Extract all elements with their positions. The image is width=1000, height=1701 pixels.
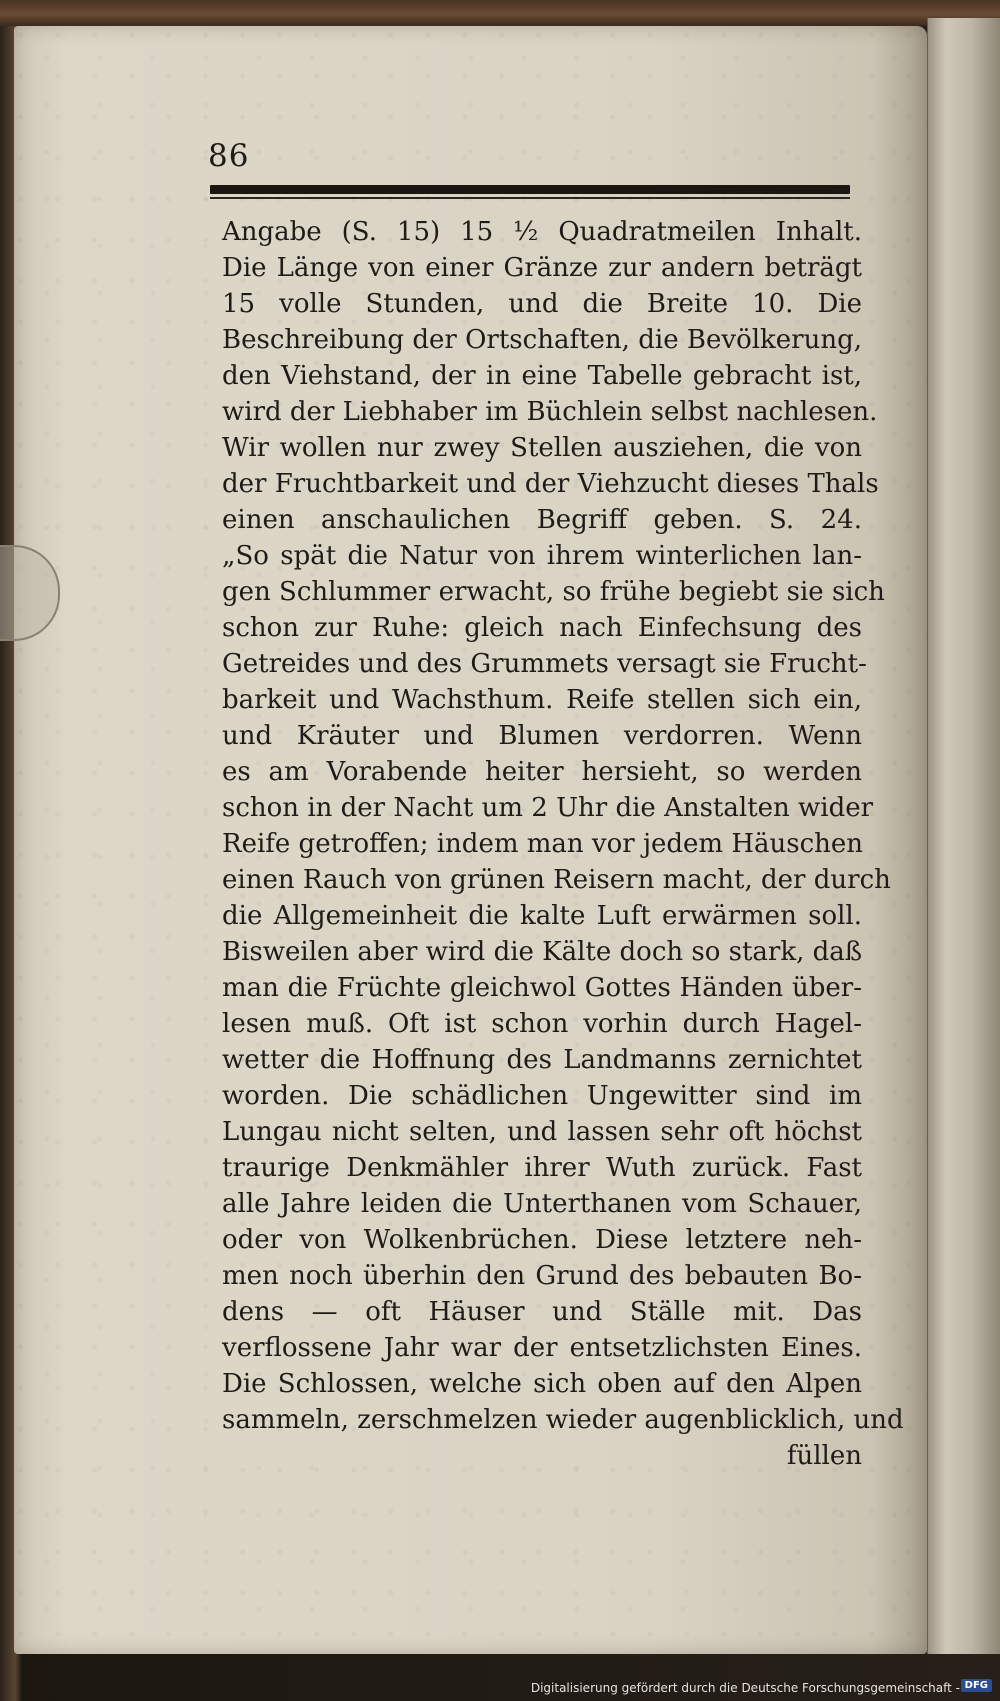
text-line: den Viehstand, der in eine Tabelle gebracht ist, — [222, 361, 862, 391]
text-line: Getreides und des Grummets versagt sie Frucht- — [222, 649, 867, 679]
page-body-text — [222, 214, 904, 1474]
text-line: „So spät die Natur von ihrem winterlichen lan- — [222, 541, 862, 571]
text-line: Lungau nicht selten, und lassen sehr oft höchst — [222, 1117, 862, 1147]
text-line: barkeit und Wachsthum. Reife stellen sich ein, — [222, 685, 862, 715]
text-line: schon in der Nacht um 2 Uhr die Anstalten wider — [222, 793, 874, 823]
text-line: Wir wollen nur zwey Stellen ausziehen, die von — [222, 433, 862, 463]
text-line: oder von Wolkenbrüchen. Diese letztere neh- — [222, 1225, 862, 1255]
text-line: Angabe (S. 15) 15 ½ Quadratmeilen Inhalt. — [222, 217, 862, 247]
text-line: 15 volle Stunden, und die Breite 10. Die — [222, 289, 862, 319]
text-line: sammeln, zerschmelzen wieder augenblicklich, und — [222, 1405, 904, 1435]
catchword: füllen — [786, 1441, 862, 1471]
text-line: Reife getroffen; indem man vor jedem Häuschen — [222, 829, 864, 859]
text-line: worden. Die schädlichen Ungewitter sind im — [222, 1081, 862, 1111]
text-line: gen Schlummer erwacht, so frühe begiebt sie sich — [222, 577, 885, 607]
text-line: verflossene Jahr war der entsetzlichsten Eines. — [222, 1333, 862, 1363]
text-line: Die Länge von einer Gränze zur andern beträgt — [222, 253, 862, 283]
text-line: men noch überhin den Grund des bebauten Bo- — [222, 1261, 862, 1291]
text-line: man die Früchte gleichwol Gottes Händen über- — [222, 973, 862, 1003]
book-top-edge — [0, 0, 1000, 26]
text-line: es am Vorabende heiter hersieht, so werden — [222, 757, 862, 787]
text-line: einen Rauch von grünen Reisern macht, der durch — [222, 865, 891, 895]
page-number: 86 — [208, 138, 250, 174]
text-line: der Fruchtbarkeit und der Viehzucht dieses Thals — [222, 469, 879, 499]
text-line: Die Schlossen, welche sich oben auf den Alpen — [222, 1369, 862, 1399]
text-line: Beschreibung der Ortschaften, die Bevölkerung, — [222, 325, 862, 355]
text-line: einen anschaulichen Begriff geben. S. 24. — [222, 505, 862, 535]
page-edge-stack — [927, 18, 1000, 1654]
dfg-logo-badge: DFG — [961, 1679, 992, 1692]
text-line: lesen muß. Oft ist schon vorhin durch Hagel- — [222, 1009, 862, 1039]
text-line: und Kräuter und Blumen verdorren. Wenn — [222, 721, 862, 751]
text-line: wird der Liebhaber im Büchlein selbst nachlesen. — [222, 397, 878, 427]
text-line: Bisweilen aber wird die Kälte doch so stark, daß — [222, 937, 863, 967]
text-line: dens — oft Häuser und Ställe mit. Das — [222, 1297, 862, 1327]
text-line: schon zur Ruhe: gleich nach Einfechsung des — [222, 613, 862, 643]
text-line: alle Jahre leiden die Unterthanen vom Schauer, — [222, 1189, 862, 1219]
digitization-credit: Digitalisierung gefördert durch die Deutsche Forschungsgemeinschaft - — [530, 1681, 960, 1695]
header-rule — [210, 185, 850, 194]
text-line: traurige Denkmähler ihrer Wuth zurück. Fast — [222, 1153, 862, 1183]
text-line: die Allgemeinheit die kalte Luft erwärmen soll. — [222, 901, 862, 931]
header-rule-thin — [210, 197, 850, 199]
text-line: wetter die Hoffnung des Landmanns zernichtet — [222, 1045, 862, 1075]
